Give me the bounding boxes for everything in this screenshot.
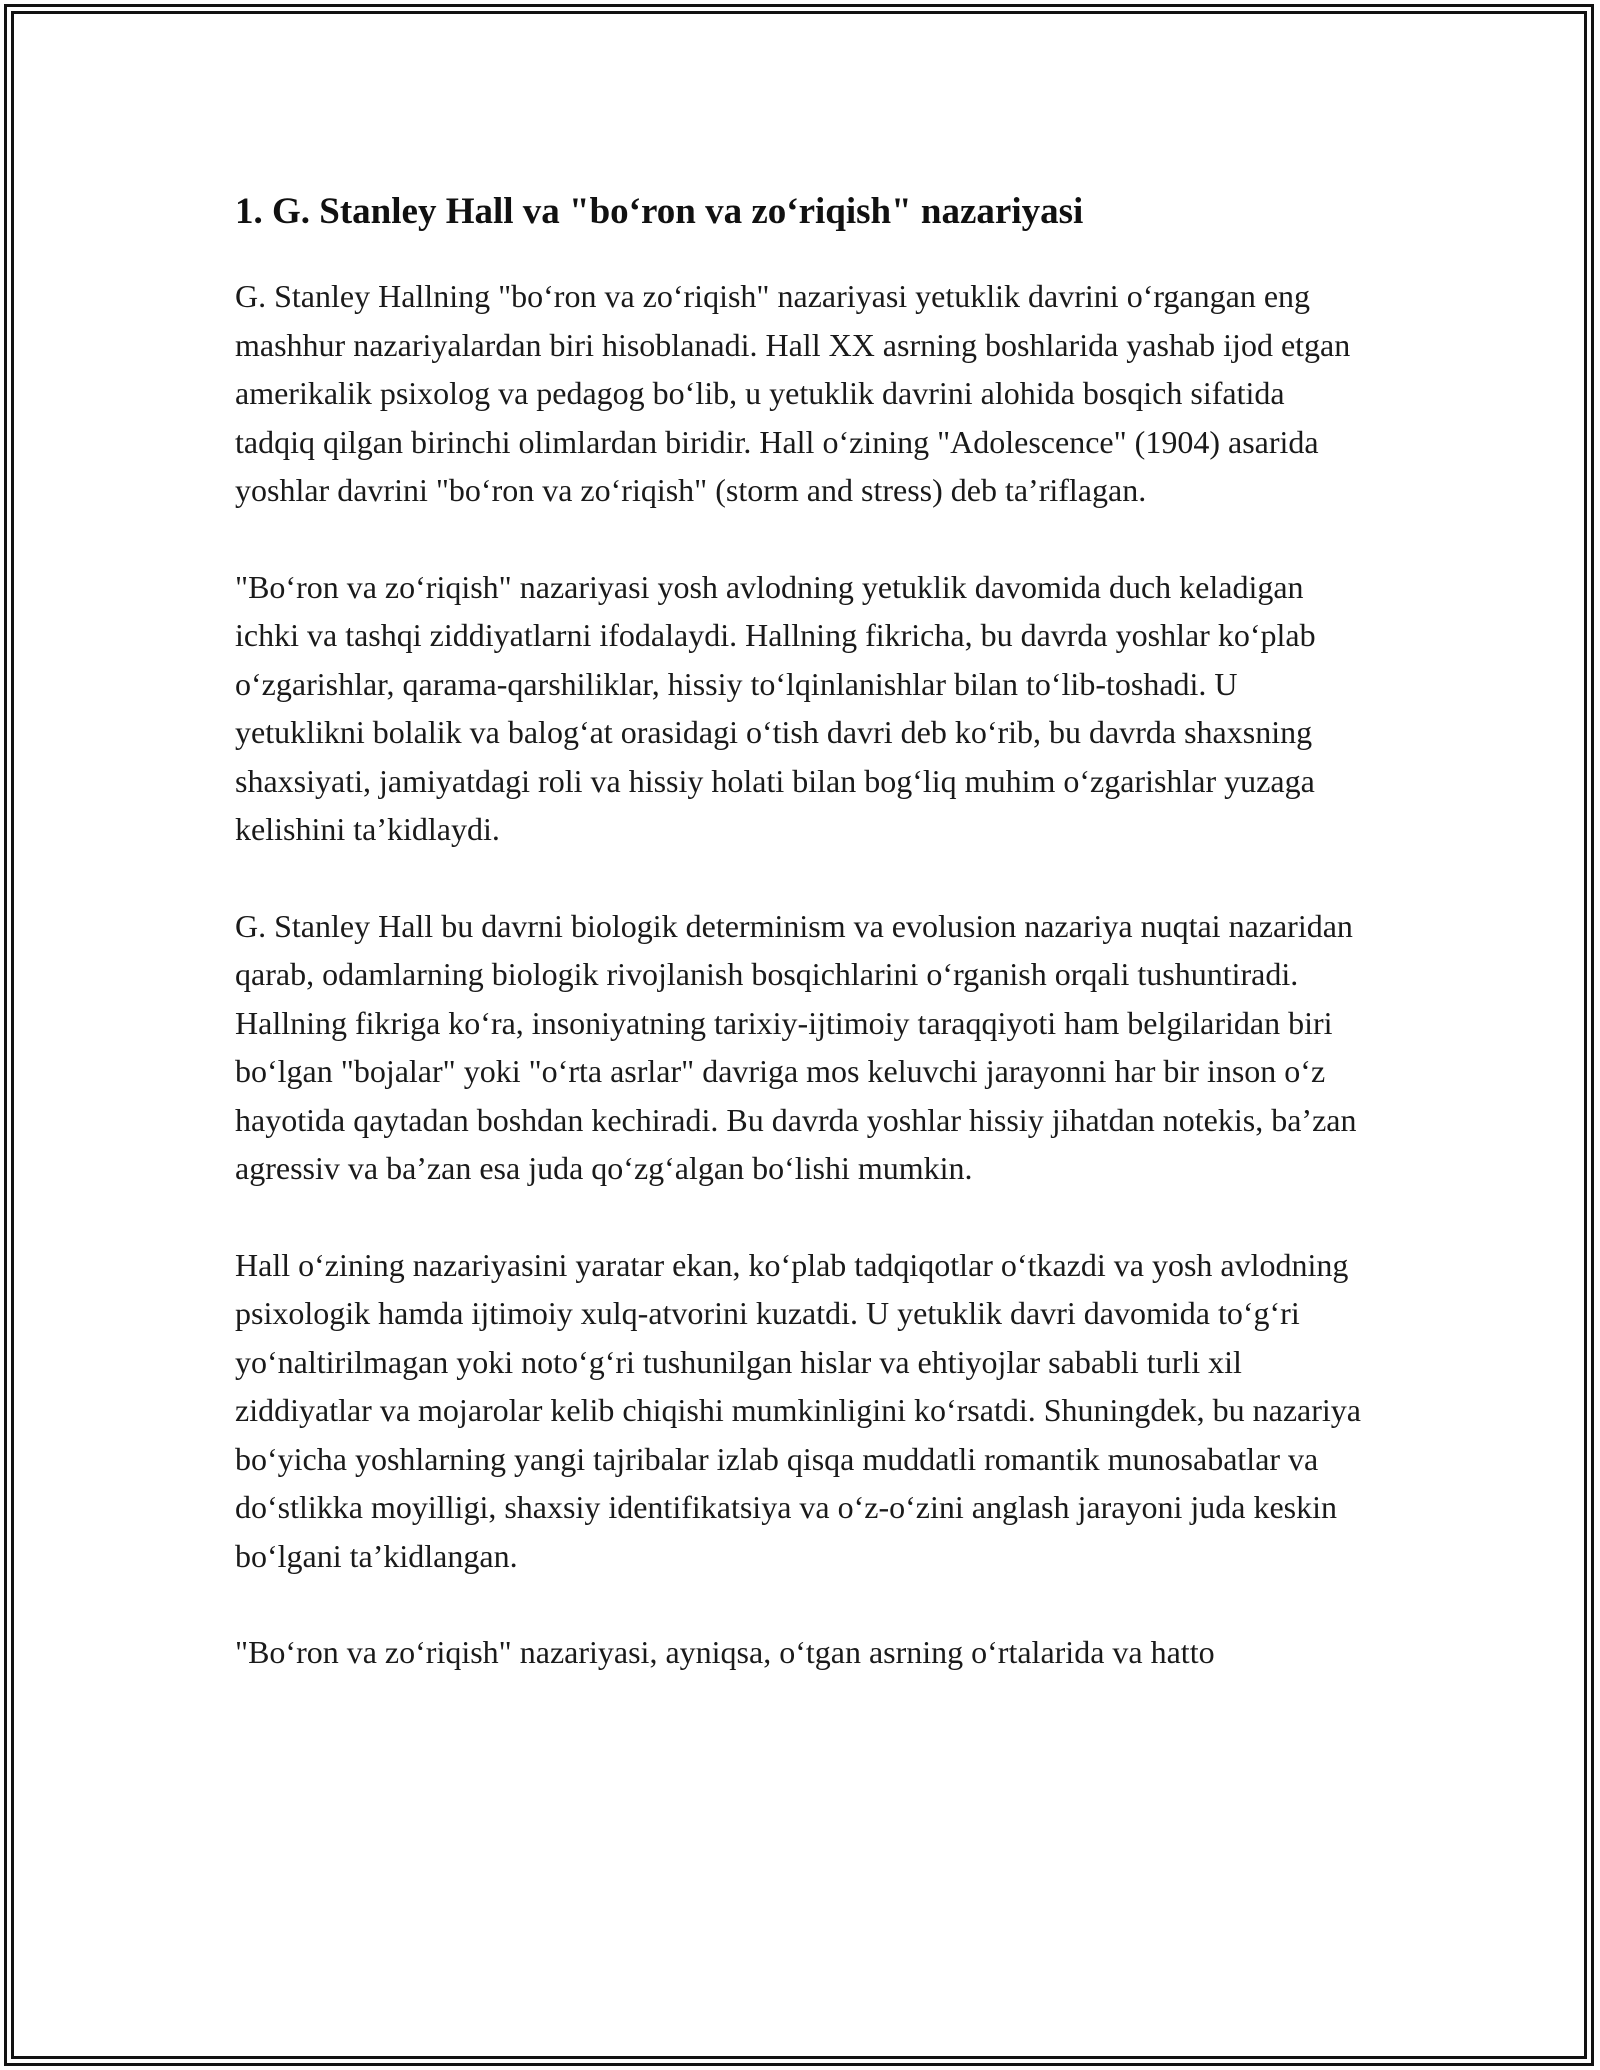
paragraph-4: Hall o‘zining nazariyasini yaratar ekan, ko‘plab tadqiqotlar o‘tkazdi va yosh avlodning psixologik hamda ijtimoiy xulq-atvorini kuzatdi. U yetuklik davri davomida to‘g‘ri yo‘naltirilmagan yoki noto‘g‘ri tushunilgan hislar va ehtiyojlar sababli turli xil ziddiyatlar va mojarolar kelib chiqishi mumkinligini ko‘rsatdi. Shuningdek, bu nazariya bo‘yicha yoshlarning yangi tajribalar izlab qisqa muddatli romantik munosabatlar va do‘stlikka moyilligi, shaxsiy identifikatsiya va o‘z-o‘zini anglash jarayoni juda keskin bo‘lgani ta’kidlangan. (235, 1246, 1361, 1574)
paragraph-5: "Bo‘ron va zo‘riqish" nazariyasi, ayniqsa, o‘tgan asrning o‘rtalarida va hatto (235, 1634, 1215, 1670)
paragraph-2: "Bo‘ron va zo‘riqish" nazariyasi yosh avlodning yetuklik davomida duch keladigan ichki va tashqi ziddiyatlarni ifodalaydi. Hallning fikricha, bu davrda yoshlar ko‘plab o‘zgarishlar, qarama-qarshiliklar, hissiy to‘lqinlanishlar bilan to‘lib-toshadi. U yetuklikni bolalik va balog‘at orasidagi o‘tish davri deb ko‘rib, bu davrda shaxsning shaxsiyati, jamiyatdagi roli va hissiy holati bilan bog‘liq muhim o‘zgarishlar yuzaga kelishini ta’kidlaydi. (235, 568, 1316, 847)
section-heading: 1. G. Stanley Hall va "bo‘ron va zo‘riqish" nazariyasi (235, 191, 1084, 232)
paragraph-1: G. Stanley Hallning "bo‘ron va zo‘riqish" nazariyasi yetuklik davrini o‘rgangan eng mashhur nazariyalardan biri hisoblanadi. Hall XX asrning boshlarida yashab ijod etgan amerikalik psixolog va pedagog bo‘lib, u yetuklik davrini alohida bosqich sifatida tadqiq qilgan birinchi olimlardan biridir. Hall o‘zining "Adolescence" (1904) asarida yoshlar davrini "bo‘ron va zo‘riqish" (storm and stress) deb ta’riflagan. (235, 278, 1351, 508)
document-body (235, 186, 1365, 1725)
paragraph-3: G. Stanley Hall bu davrni biologik determinism va evolusion nazariya nuqtai nazaridan qarab, odamlarning biologik rivojlanish bosqichlarini o‘rganish orqali tushuntiradi. Hallning fikriga ko‘ra, insoniyatning tarixiy-ijtimoiy taraqqiyoti ham belgilaridan biri bo‘lgan "bojalar" yoki "o‘rta asrlar" davriga mos keluvchi jarayonni har bir inson o‘z hayotida qaytadan boshdan kechiradi. Bu davrda yoshlar hissiy jihatdan notekis, ba’zan agressiv va ba’zan esa juda qo‘zg‘algan bo‘lishi mumkin. (235, 907, 1357, 1186)
